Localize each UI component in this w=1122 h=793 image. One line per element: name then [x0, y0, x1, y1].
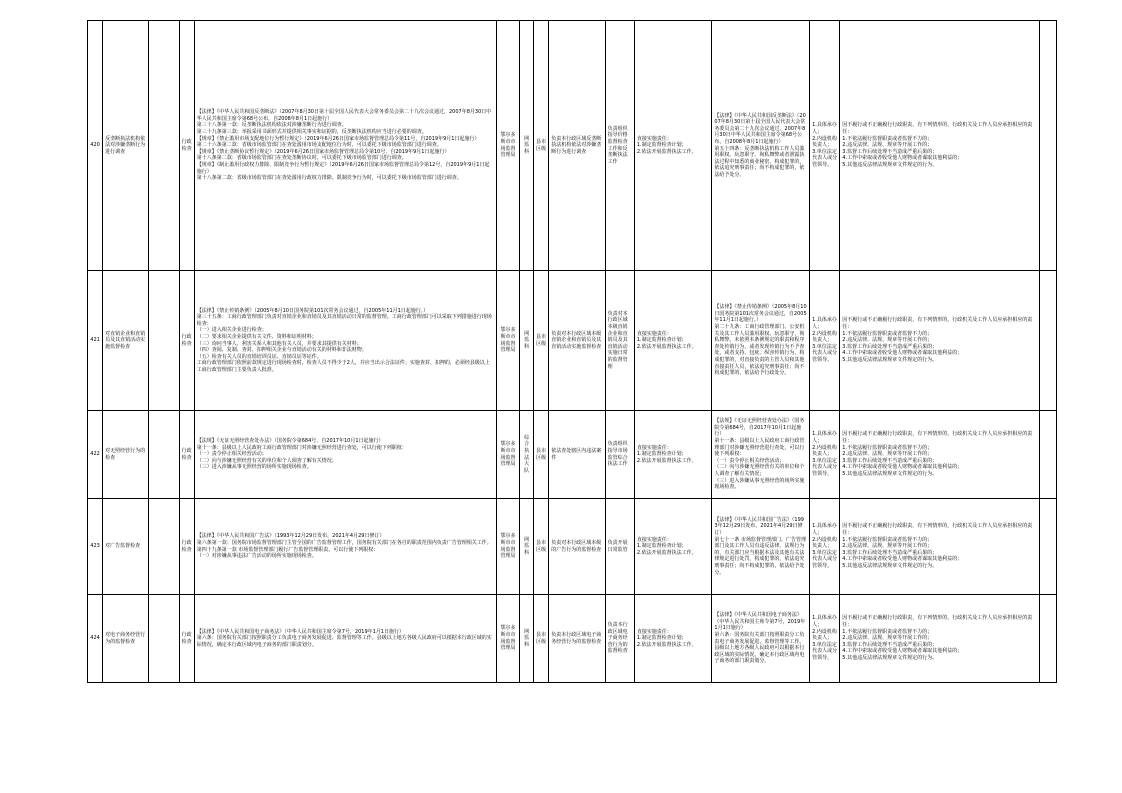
accountability-situations: 因不履行或不正确履行行政职责，有下列情形的，行政机关及工作人员应承担相应的责任： 1.不依法履行监督职责或者监督不力的； 2.违反法律、法规、规章等开展工作的； 3.监督工作后续处理不当造成严重后果的； 4.工作中索取或者收受他人财物或者谋取其他利益的； 5.其他违反法律法规规章文件规定的行为。 — [840, 595, 1039, 683]
accountability-situations: 因不履行或不正确履行行政职责，有下列情形的，行政机关及工作人员应承担相应的责任： 1.不依法履行监督职责或者监督不力的； 2.违反法律、法规、规章等开展工作的； 3.监督工作后续处理不当造成严重后果的； 4.工作中索取或者收受他人财物或者谋取其他利益的； 5.其他违反法律法规规章文件规定的行为。 — [840, 21, 1039, 271]
department: 鄂尔多斯市市场监督管理局 — [496, 21, 519, 271]
row-number: 420 — [88, 21, 103, 271]
department: 鄂尔多斯市市场监督管理局 — [496, 271, 519, 411]
table-row — [88, 271, 1057, 411]
item-name: 反垄断执法机构依法对涉嫌垄断行为进行调查 — [103, 21, 149, 271]
item-name: 对直销企业和直销员及其直销活动实施监督检查 — [103, 271, 149, 411]
item-type: 行政检查 — [179, 499, 194, 595]
accountability-basis: 【法律】《中华人民共和国电子商务法》（中华人民共和国主席令第7号，2019年1月1日施行） 第六条：国务院有关部门按照职责分工负责电子商务发展促进、监督管理等工作。县级以上地方各级人民政府可以根据本行政区域的实际情况，确定本行政区域内电子商务的部门职责划分。 — [712, 595, 810, 683]
item-type: 行政检查 — [179, 271, 194, 411]
implementation-responsibility: 直接实施责任： 1.制定监督检查计划； 2.依法开展监督执法工作。 — [634, 21, 712, 271]
implementation-responsibility: 直接实施责任： 1.制定监督检查计划； 2.依法开展监督执法工作。 — [634, 411, 712, 499]
internal-responsibility: 负责本行政区域电子商务经营行为的监督检查 — [605, 595, 634, 683]
responsible-subject: 1.具体承办人； 2.内设机构负责人； 3.单位法定代表人或分管领导。 — [810, 595, 840, 683]
responsible-unit: 网监科 — [520, 595, 534, 683]
remark-cell — [1039, 21, 1056, 271]
duty-description: 负责本行政区域反垄断执法机构依法对涉嫌垄断行为进行调查 — [549, 21, 605, 271]
legal-basis: 【法律】《中华人民共和国反垄断法》（2007年8月30日第十届全国人民代表大会常务委员会第二十九次会议通过，2007年8月30日中华人民共和国主席令第68号公布，自2008年8月1日起施行） 第三十八条第一款：反垄断执法机构依法对涉嫌垄断行为进行调查。 第三十九条第三款：举报采用书面形式并提供相关事实和证据的，反垄断执法机构应当进行必要的调查。 【规章】《禁止滥用市场支配地位行为暂行规定》（2019年6月26日国家市场监督管理总局令第11号，自2019年9月1日起施行） 第二十六条第二款：省级市场监管部门在查处滥用市场支配地位行为时，可以委托下级市场监管部门进行调查。 【规章】《禁止垄断协议暂行规定》（2019年6月26日国家市场监督管理总局令第10号，自2019年9月1日起施行） 第十八条第二款：省级市场监管部门在查处垄断协议时，可以委托下级市场监管部门进行调查。 【规章】《制止滥用行政权力排除、限制竞争行为暂行规定》（2019年6月26日国家市场监督管理总局令第12号，自2019年9月1日起施行） 第十八条第二款：省级市场监管部门在查处滥用行政权力排除、限制竞争行为时，可以委托下级市场监管部门进行调查。 — [194, 21, 496, 271]
item-type: 行政检查 — [179, 411, 194, 499]
table-row — [88, 21, 1057, 271]
legal-basis: 【法律】《禁止传销条例》（2005年8月10日国务院第101次常务会议通过，自2005年11月1日起施行。） 第三十五条：工商行政管理部门负责对直销企业和直销员及其直销活动日常的监督管理。工商行政管理部门可以采取下列措施进行现场检查： （一）进入相关企业进行检查； （二）要求相关企业提供有关文件、资料和证明材料； （三）询问当事人、利害关系人和其他有关人员，并要求其提供有关材料； （四）查阅、复制、查封、扣押相关企业与直销活动有关的材料和非法财物； （五）检查有关人员的直销培训员证、直销员证等证件。 工商行政管理部门依照前款规定进行现场检查时，检查人员不得少于2人，并应当出示合法证件；实施查封、扣押的，必须经县级以上工商行政管理部门主要负责人批准。 — [194, 271, 496, 411]
admin-level: 县市区级 — [534, 595, 549, 683]
item-type: 行政检查 — [179, 21, 194, 271]
responsible-unit: 网监科 — [520, 21, 534, 271]
item-name: 对电子商务经营行为的监督检查 — [103, 595, 149, 683]
internal-responsibility: 负责对本行政区域本级直销企业和直销员及其直销活动实施日常的监督管理 — [605, 271, 634, 411]
remark-cell — [1039, 595, 1056, 683]
department: 鄂尔多斯市市场监督管理局 — [496, 595, 519, 683]
table-row — [88, 411, 1057, 499]
legal-basis: 【法律】《中华人民共和国广告法》（1993年12月29日发布，2021年4月29日修订） 第六条第一款：国务院市场监督管理部门主管全国的广告监督管理工作，国务院有关部门在各自的职责范围内负责广告管理相关工作。 第四十九条第一款 市场监督管理部门履行广告监督管理职责，可以行使下列职权： （一）对涉嫌从事违法广告活动的场所实施现场检查。 — [194, 499, 496, 595]
admin-level: 县市区级 — [534, 411, 549, 499]
responsible-unit: 网监科 — [520, 499, 534, 595]
remark-cell — [1039, 499, 1056, 595]
responsible-subject: 1.具体承办人； 2.内设机构负责人； 3.单位法定代表人或分管领导。 — [810, 21, 840, 271]
blank-cell — [149, 595, 179, 683]
remark-cell — [1039, 271, 1056, 411]
accountability-situations: 因不履行或不正确履行行政职责，有下列情形的，行政机关及工作人员应承担相应的责任： 1.不依法履行监督职责或者监督不力的； 2.违反法律、法规、规章等开展工作的； 3.监督工作后续处理不当造成严重后果的； 4.工作中索取或者收受他人财物或者谋取其他利益的； 5.其他违反法律法规规章文件规定的行为。 — [840, 271, 1039, 411]
item-name: 对无照经营行为的检查 — [103, 411, 149, 499]
duty-description: 依法查处辖区内违法案件 — [549, 411, 605, 499]
blank-cell — [149, 411, 179, 499]
accountability-basis: 【法律】《禁止传销条例》（2005年8月10日国务院第101次常务会议通过，自2005年11月1日起施行。） 第二十九条：工商行政管理部门、公安机关及其工作人员滥用职权、玩忽职守、徇私舞弊，未依照本条例规定的职责和程序查处传销行为，或者发现传销行为不予查处，或者支持、包庇、纵容传销行为，构成犯罪的，对直接负责的主管人员和其他直接责任人员，依法追究刑事责任；尚不构成犯罪的，依法给予行政处分。 — [712, 271, 810, 411]
duty-description: 负责对本行政区域本级直销企业和直销员及其直销活动实施监督检查 — [549, 271, 605, 411]
duty-list-table — [87, 20, 1057, 683]
responsible-subject: 1.具体承办人； 2.内设机构负责人； 3.单位法定代表人或分管领导。 — [810, 499, 840, 595]
internal-responsibility: 负责组织指导价格监督检查工作和反垄断执法工作 — [605, 21, 634, 271]
accountability-basis: 【法律】《中华人民共和国反垄断法》（2007年8月30日第十届全国人民代表大会常务委员会第二十九次会议通过，2007年8月30日中华人民共和国主席令第68号公布，自2008年8月1日起施行） 第五十四条：反垄断执法机构工作人员滥用职权、玩忽职守、徇私舞弊或者泄露执法过程中知悉的商业秘密，构成犯罪的，依法追究刑事责任；尚不构成犯罪的，依法给予处分。 — [712, 21, 810, 271]
admin-level: 县市区级 — [534, 271, 549, 411]
implementation-responsibility: 直接实施责任： 1.制定监督检查计划； 2.依法开展监督执法工作。 — [634, 595, 712, 683]
department: 鄂尔多斯市市场监督管理局 — [496, 411, 519, 499]
accountability-basis: 【法律】《中华人民共和国广告法》（1993年12月29日发布，2021年4月29日修订） 第七十一条 市场监督管理部门、广告管理部门及其工作人员有违反法律、法规行为的，有关部门应当根据本法及其他有关法律规定进行处罚，构成犯罪的，依法追究刑事责任；尚不构成犯罪的，依法给予处分。 — [712, 499, 810, 595]
implementation-responsibility: 直接实施责任： 1.制定监督检查计划； 2.依法开展监督执法工作。 — [634, 499, 712, 595]
duty-description: 负责对本行政区域本级的广告行为的监督检查 — [549, 499, 605, 595]
accountability-situations: 因不履行或不正确履行行政职责，有下列情形的，行政机关及工作人员应承担相应的责任： 1.不依法履行监督职责或者监督不力的； 2.违反法律、法规、规章等开展工作的； 3.监督工作后续处理不当造成严重后果的； 4.工作中索取或者收受他人财物或者谋取其他利益的； 5.其他违反法律法规规章文件规定的行为。 — [840, 411, 1039, 499]
duty-description: 负责本行政区域电子商务经营行为的监督检查 — [549, 595, 605, 683]
admin-level: 县市区级 — [534, 21, 549, 271]
department: 鄂尔多斯市市场监督管理局 — [496, 499, 519, 595]
internal-responsibility: 负责开展日常监管 — [605, 499, 634, 595]
responsible-unit: 网监科 — [520, 271, 534, 411]
admin-level: 县市区级 — [534, 499, 549, 595]
legal-basis: 【法律】《中华人民共和国电子商务法》（中华人民共和国主席令第7号，2019年1月1日施行） 第六条：国务院有关部门按照职责分工负责电子商务发展促进、监督管理等工作。县级以上地方各级人民政府可以根据本行政区域的实际情况，确定本行政区域内电子商务的部门职责划分。 — [194, 595, 496, 683]
row-number: 423 — [88, 499, 103, 595]
accountability-basis: 【法规】《无证无照经营查处办法》（国务院令第684号，自2017年10月1日起施行） 第十一条：县级以上人民政府工商行政管理部门对涉嫌无照经营进行查处，可以行使下列职权： （一）责令停止相关经营活动； （二）向与涉嫌无照经营有关的单位和个人调查了解有关情况； （三）进入涉嫌从事无照经营的场所实施现场检查。 — [712, 411, 810, 499]
item-name: 对广告监督检查 — [103, 499, 149, 595]
table-row — [88, 595, 1057, 683]
blank-cell — [149, 499, 179, 595]
remark-cell — [1039, 411, 1056, 499]
internal-responsibility: 负责组织指导市场监管综合执法工作 — [605, 411, 634, 499]
responsible-subject: 1.具体承办人； 2.内设机构负责人； 3.单位法定代表人或分管领导。 — [810, 271, 840, 411]
row-number: 421 — [88, 271, 103, 411]
blank-cell — [149, 21, 179, 271]
responsible-subject: 1.具体承办人； 2.内设机构负责人； 3.单位法定代表人或分管领导。 — [810, 411, 840, 499]
implementation-responsibility: 直接实施责任： 1.制定监督检查计划； 2.依法开展监督执法工作。 — [634, 271, 712, 411]
row-number: 422 — [88, 411, 103, 499]
accountability-situations: 因不履行或不正确履行行政职责，有下列情形的，行政机关及工作人员应承担相应的责任： 1.不依法履行监督职责或者监督不力的； 2.违反法律、法规、规章等开展工作的； 3.监督工作后续处理不当造成严重后果的； 4.工作中索取或者收受他人财物或者谋取其他利益的； 5.其他违反法律法规规章文件规定的行为。 — [840, 499, 1039, 595]
item-type: 行政检查 — [179, 595, 194, 683]
row-number: 424 — [88, 595, 103, 683]
responsible-unit: 综合执法大队 — [520, 411, 534, 499]
table-row — [88, 499, 1057, 595]
blank-cell — [149, 271, 179, 411]
legal-basis: 【法规】《无证无照经营查处办法》（国务院令第684号，自2017年10月1日起施行） 第十一条：县级以上人民政府工商行政管理部门对涉嫌无照经营进行查处，可以行使下列职权： （一）责令停止相关经营活动； （二）向与涉嫌无照经营有关的单位和个人调查了解有关情况； （三）进入涉嫌从事无照经营的场所实施现场检查。 — [194, 411, 496, 499]
